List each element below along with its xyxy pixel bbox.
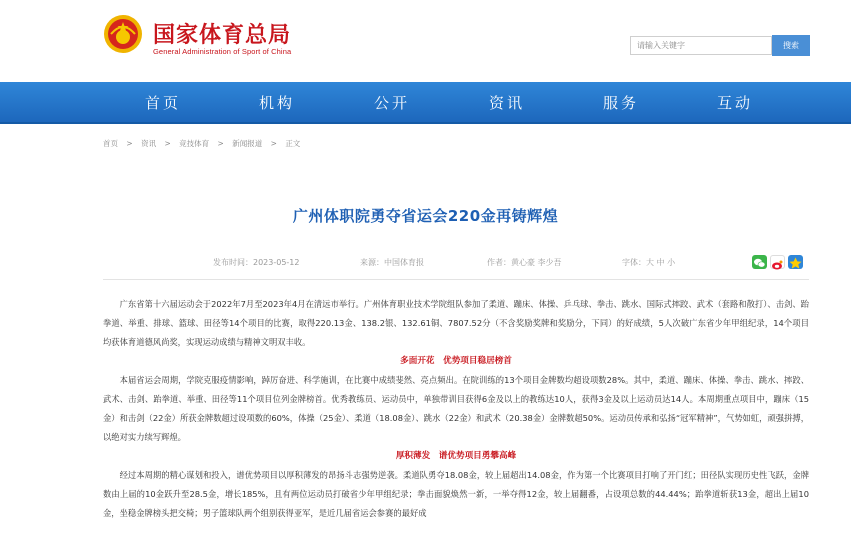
font-size-selector[interactable]: 字体：大 中 小 [622, 258, 676, 267]
search-input[interactable]: 请输入关键字 [630, 36, 772, 55]
site-header [0, 0, 851, 82]
section-heading-2: 厚积薄发 谱优势项目勇攀高峰 [395, 451, 517, 461]
breadcrumb-separator: > [270, 139, 277, 148]
search-button[interactable]: 搜索 [772, 35, 810, 56]
paragraph-section-2: 经过本周期的精心谋划和投入，谱优势项目以厚积薄发的昂扬斗志强势逆袭。柔道队勇夺18.08金，较上届超出14.08金，作为第一个比赛项目打响了开门红；田径队实现历史性飞跃，金牌数由上届的10金跃升至28.5金，增长185%，且有两位运动员打破省少年甲组纪录；拳击面貌焕然一新，一举夺得12金，较上届翻番，占设项总数的44.44%；跆拳道斩获13金，超出上届10金，坐稳金牌榜头把交椅；男子篮球队两个组别获得亚军，是近几届省运会参赛的最好成 [103, 470, 809, 518]
wechat-share-icon[interactable] [752, 255, 767, 269]
breadcrumb-news[interactable]: 资讯 [141, 139, 157, 148]
site-name-en: General Administration of Sport of China [153, 47, 292, 56]
nav-organization[interactable]: 机构 [258, 94, 295, 112]
nav-news[interactable]: 资讯 [488, 94, 525, 112]
section-heading-1: 多面开花 优势项目稳居榜首 [400, 356, 512, 366]
nav-interaction[interactable]: 互动 [716, 94, 753, 112]
paragraph-section-1: 本届省运会周期，学院克服疫情影响，踔厉奋进、科学施训，在比赛中成绩斐然、亮点频出。在院训练的13个项目金牌数均超设项数28%。其中，柔道、蹦床、体操、拳击、跳水、摔跤、武术、击剑、跆拳道、举重、田径等11个项目位列金牌榜首。优秀教练员、运动员中，单独带训目获得6金及以上的教练达10人，获得3金及以上运动员达14人。本周期重点项目中，蹦床（15金）和击剑（22金）所获金牌数超过设项数的60%，体操（25金）、柔道（18.08金）、跳水（22金）和武术（20.38金）金牌数超50%。运动员传承和弘扬“冠军精神”，气势如虹，顽强拼搏，以绝对实力续写辉煌。 [103, 375, 809, 442]
breadcrumb-home[interactable]: 首页 [103, 139, 118, 148]
breadcrumb [103, 138, 306, 149]
publish-date: 发布时间：2023-05-12 [213, 258, 300, 267]
breadcrumb-news-reports[interactable]: 新闻报道 [232, 139, 263, 148]
article-body [103, 295, 809, 523]
national-emblem-logo-icon[interactable] [103, 14, 143, 54]
breadcrumb-separator: > [164, 139, 171, 148]
article-source: 来源：中国体育报 [360, 258, 424, 267]
breadcrumb-separator: > [126, 139, 133, 148]
paragraph-intro: 广东省第十六届运动会于2022年7月至2023年4月在清远市举行。广州体育职业技术学院组队参加了柔道、蹦床、体操、乒乓球、拳击、跳水、国际式摔跤、武术（套路和散打）、击剑、跆拳道、举重、排球、篮球、田径等14个项目的比赛，取得220.13金、138.2银、132.61铜、7807.52分（不含奖励奖牌和奖励分，下同）的好成绩，5人次破广东省少年甲组纪录，14个项目均获体育道德风尚奖，实现运动成绩与精神文明双丰收。 [103, 299, 809, 347]
nav-home[interactable]: 首页 [144, 94, 181, 112]
breadcrumb-current: 正文 [285, 139, 301, 148]
nav-services[interactable]: 服务 [602, 94, 639, 112]
meta-divider [103, 279, 809, 280]
breadcrumb-separator: > [217, 139, 224, 148]
article-author: 作者：黄心豪 李少吾 [487, 258, 562, 267]
site-name-cn[interactable]: 国家体育总局 [153, 23, 292, 48]
breadcrumb-competitive-sports[interactable]: 竞技体育 [179, 139, 210, 148]
weibo-share-icon[interactable] [770, 255, 785, 269]
main-nav [0, 82, 851, 124]
article-title: 广州体职院勇夺省运会220金再铸辉煌 [292, 207, 559, 225]
nav-public[interactable]: 公开 [373, 94, 410, 112]
qzone-share-icon[interactable] [788, 255, 803, 269]
